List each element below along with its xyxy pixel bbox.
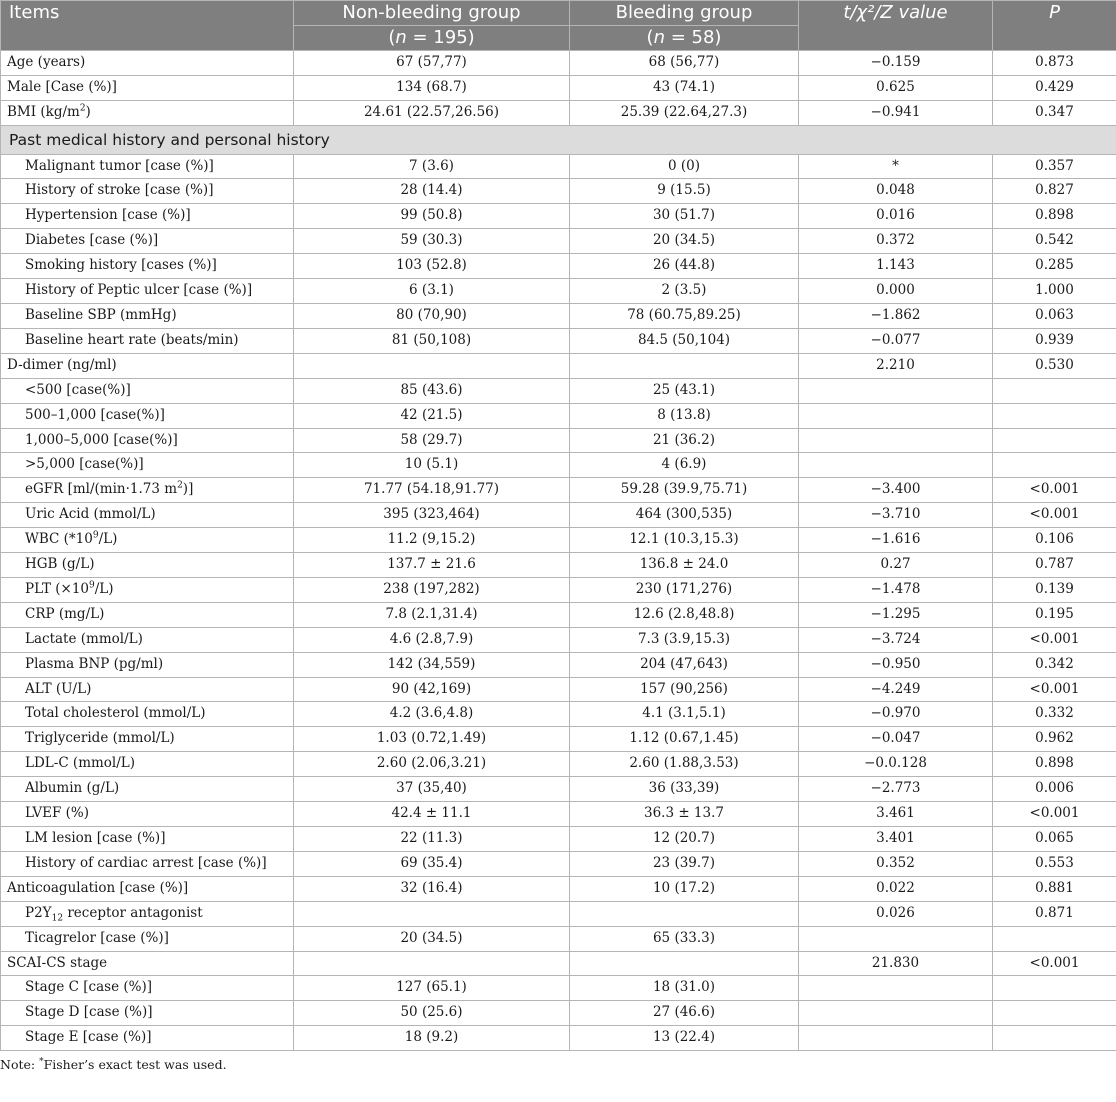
item-text: /L) xyxy=(94,580,114,597)
cell-item: LVEF (%) xyxy=(1,802,294,827)
cell-p: 0.898 xyxy=(993,204,1116,229)
n-symbol: n xyxy=(653,26,665,48)
header-non-bleeding: Non-bleeding group xyxy=(294,1,570,26)
cell-item: History of Peptic ulcer [case (%)] xyxy=(1,279,294,304)
cell-stat xyxy=(799,403,993,428)
cell-p: 0.342 xyxy=(993,652,1116,677)
cell-p: 0.195 xyxy=(993,602,1116,627)
cell-non-bleeding xyxy=(294,353,570,378)
cell-non-bleeding: 28 (14.4) xyxy=(294,179,570,204)
cell-p xyxy=(993,976,1116,1001)
header-bleeding: Bleeding group xyxy=(570,1,799,26)
cell-p: 0.429 xyxy=(993,75,1116,100)
cell-item: History of cardiac arrest [case (%)] xyxy=(1,851,294,876)
cell-non-bleeding: 42.4 ± 11.1 xyxy=(294,802,570,827)
cell-stat: 1.143 xyxy=(799,254,993,279)
cell-bleeding: 4 (6.9) xyxy=(570,453,799,478)
cell-stat: 0.026 xyxy=(799,901,993,926)
cell-p xyxy=(993,1001,1116,1026)
cell-bleeding: 230 (171,276) xyxy=(570,577,799,602)
cell-p: 0.871 xyxy=(993,901,1116,926)
cell-p: 0.962 xyxy=(993,727,1116,752)
cell-stat: −1.616 xyxy=(799,528,993,553)
cell-non-bleeding: 59 (30.3) xyxy=(294,229,570,254)
note-prefix: Note: xyxy=(0,1057,40,1073)
cell-stat: 3.461 xyxy=(799,802,993,827)
table-row xyxy=(1,627,1116,652)
cell-bleeding: 26 (44.8) xyxy=(570,254,799,279)
cell-stat: −1.862 xyxy=(799,303,993,328)
cell-stat: −0.047 xyxy=(799,727,993,752)
cell-p: <0.001 xyxy=(993,503,1116,528)
cell-item: Lactate (mmol/L) xyxy=(1,627,294,652)
cell-p: 0.827 xyxy=(993,179,1116,204)
cell-non-bleeding: 142 (34,559) xyxy=(294,652,570,677)
cell-bleeding: 36 (33,39) xyxy=(570,777,799,802)
table-row xyxy=(1,777,1116,802)
cell-p: 0.881 xyxy=(993,876,1116,901)
cell-non-bleeding: 7.8 (2.1,31.4) xyxy=(294,602,570,627)
cell-non-bleeding: 11.2 (9,15.2) xyxy=(294,528,570,553)
cell-item xyxy=(1,528,294,553)
cell-item: Plasma BNP (pg/ml) xyxy=(1,652,294,677)
table-row xyxy=(1,702,1116,727)
cell-p xyxy=(993,428,1116,453)
table-row xyxy=(1,453,1116,478)
cell-non-bleeding xyxy=(294,901,570,926)
item-text: PLT (×10 xyxy=(25,580,89,597)
n-symbol: n xyxy=(395,26,407,48)
cell-item: SCAI-CS stage xyxy=(1,951,294,976)
cell-stat: −3.710 xyxy=(799,503,993,528)
item-superscript: 9 xyxy=(92,530,99,541)
header-stat: t/χ²/Z value xyxy=(799,1,993,51)
cell-item: Anticoagulation [case (%)] xyxy=(1,876,294,901)
cell-stat: 0.048 xyxy=(799,179,993,204)
cell-stat: 0.352 xyxy=(799,851,993,876)
table-row xyxy=(1,727,1116,752)
cell-p: <0.001 xyxy=(993,677,1116,702)
cell-p: 0.873 xyxy=(993,50,1116,75)
cell-bleeding: 68 (56,77) xyxy=(570,50,799,75)
table-row xyxy=(1,528,1116,553)
cell-item: D-dimer (ng/ml) xyxy=(1,353,294,378)
header-items: Items xyxy=(1,1,294,51)
table-row xyxy=(1,50,1116,75)
table-row xyxy=(1,279,1116,304)
cell-bleeding: 10 (17.2) xyxy=(570,876,799,901)
cell-p: <0.001 xyxy=(993,802,1116,827)
item-text: )] xyxy=(182,481,194,498)
cell-bleeding: 20 (34.5) xyxy=(570,229,799,254)
cell-item: Baseline SBP (mmHg) xyxy=(1,303,294,328)
cell-stat xyxy=(799,1001,993,1026)
cell-item: Smoking history [cases (%)] xyxy=(1,254,294,279)
cell-item: Diabetes [case (%)] xyxy=(1,229,294,254)
cell-non-bleeding: 127 (65.1) xyxy=(294,976,570,1001)
table-row xyxy=(1,1026,1116,1051)
table-body xyxy=(1,50,1116,1050)
cell-p: 0.106 xyxy=(993,528,1116,553)
table-row xyxy=(1,75,1116,100)
cell-non-bleeding: 32 (16.4) xyxy=(294,876,570,901)
cell-item: Albumin (g/L) xyxy=(1,777,294,802)
cell-non-bleeding: 4.6 (2.8,7.9) xyxy=(294,627,570,652)
item-text: ) xyxy=(85,103,91,120)
cell-item: History of stroke [case (%)] xyxy=(1,179,294,204)
cell-non-bleeding: 58 (29.7) xyxy=(294,428,570,453)
cell-bleeding: 18 (31.0) xyxy=(570,976,799,1001)
cell-bleeding xyxy=(570,901,799,926)
cell-stat: −3.400 xyxy=(799,478,993,503)
cell-p xyxy=(993,926,1116,951)
cell-item xyxy=(1,901,294,926)
cell-p: 0.530 xyxy=(993,353,1116,378)
table-row xyxy=(1,328,1116,353)
cell-item: Male [Case (%)] xyxy=(1,75,294,100)
section-title: Past medical history and personal history xyxy=(1,125,1116,154)
cell-bleeding: 84.5 (50,104) xyxy=(570,328,799,353)
cell-item: >5,000 [case(%)] xyxy=(1,453,294,478)
cell-non-bleeding: 238 (197,282) xyxy=(294,577,570,602)
cell-item: Baseline heart rate (beats/min) xyxy=(1,328,294,353)
table-row xyxy=(1,204,1116,229)
table-row xyxy=(1,553,1116,578)
cell-item: Triglyceride (mmol/L) xyxy=(1,727,294,752)
table-row xyxy=(1,652,1116,677)
table-row xyxy=(1,428,1116,453)
cell-bleeding: 2 (3.5) xyxy=(570,279,799,304)
note-text: Fisher’s exact test was used. xyxy=(43,1057,227,1073)
item-superscript: 2 xyxy=(177,480,183,491)
table-note xyxy=(0,1051,1116,1072)
cell-bleeding: 1.12 (0.67,1.45) xyxy=(570,727,799,752)
cell-non-bleeding: 103 (52.8) xyxy=(294,254,570,279)
cell-p xyxy=(993,1026,1116,1051)
cell-stat: 3.401 xyxy=(799,827,993,852)
cell-non-bleeding: 22 (11.3) xyxy=(294,827,570,852)
cell-stat xyxy=(799,453,993,478)
cell-bleeding: 59.28 (39.9,75.71) xyxy=(570,478,799,503)
cell-stat: −0.159 xyxy=(799,50,993,75)
table-row xyxy=(1,403,1116,428)
cell-p xyxy=(993,403,1116,428)
table-row xyxy=(1,926,1116,951)
cell-p: <0.001 xyxy=(993,478,1116,503)
table-row xyxy=(1,827,1116,852)
cell-stat: 0.625 xyxy=(799,75,993,100)
cell-bleeding: 12.6 (2.8,48.8) xyxy=(570,602,799,627)
header-p: P xyxy=(993,1,1116,51)
cell-non-bleeding: 134 (68.7) xyxy=(294,75,570,100)
cell-stat: −0.950 xyxy=(799,652,993,677)
cell-non-bleeding: 2.60 (2.06,3.21) xyxy=(294,752,570,777)
cell-bleeding: 9 (15.5) xyxy=(570,179,799,204)
cell-bleeding: 25 (43.1) xyxy=(570,378,799,403)
cell-stat: −4.249 xyxy=(799,677,993,702)
table-row xyxy=(1,254,1116,279)
cell-p: 0.285 xyxy=(993,254,1116,279)
cell-p: <0.001 xyxy=(993,627,1116,652)
table-row xyxy=(1,951,1116,976)
cell-item: CRP (mg/L) xyxy=(1,602,294,627)
cell-stat: −0.0.128 xyxy=(799,752,993,777)
cell-non-bleeding: 10 (5.1) xyxy=(294,453,570,478)
item-text: BMI (kg/m xyxy=(7,103,80,120)
cell-non-bleeding: 69 (35.4) xyxy=(294,851,570,876)
cell-non-bleeding: 85 (43.6) xyxy=(294,378,570,403)
cell-non-bleeding: 7 (3.6) xyxy=(294,154,570,179)
cell-item: LM lesion [case (%)] xyxy=(1,827,294,852)
cell-stat: −3.724 xyxy=(799,627,993,652)
section-row xyxy=(1,125,1116,154)
table-row xyxy=(1,876,1116,901)
cell-stat xyxy=(799,976,993,1001)
cell-p: 0.063 xyxy=(993,303,1116,328)
table-row xyxy=(1,478,1116,503)
cell-stat: 0.000 xyxy=(799,279,993,304)
cell-item: Age (years) xyxy=(1,50,294,75)
table-row xyxy=(1,602,1116,627)
cell-p xyxy=(993,378,1116,403)
cell-stat xyxy=(799,926,993,951)
cell-bleeding: 36.3 ± 13.7 xyxy=(570,802,799,827)
table-row xyxy=(1,677,1116,702)
cell-item: Ticagrelor [case (%)] xyxy=(1,926,294,951)
cell-p: 0.542 xyxy=(993,229,1116,254)
cell-bleeding: 30 (51.7) xyxy=(570,204,799,229)
cell-item: 500–1,000 [case(%)] xyxy=(1,403,294,428)
cell-stat: * xyxy=(799,154,993,179)
cell-non-bleeding: 42 (21.5) xyxy=(294,403,570,428)
cell-bleeding: 27 (46.6) xyxy=(570,1001,799,1026)
table-row xyxy=(1,179,1116,204)
table-row xyxy=(1,752,1116,777)
cell-non-bleeding xyxy=(294,951,570,976)
cell-stat: 0.27 xyxy=(799,553,993,578)
table-row xyxy=(1,229,1116,254)
cell-p: 0.332 xyxy=(993,702,1116,727)
cell-p: 0.065 xyxy=(993,827,1116,852)
cell-non-bleeding: 4.2 (3.6,4.8) xyxy=(294,702,570,727)
cell-bleeding: 0 (0) xyxy=(570,154,799,179)
cell-bleeding: 157 (90,256) xyxy=(570,677,799,702)
cell-bleeding: 12 (20.7) xyxy=(570,827,799,852)
item-superscript: 9 xyxy=(89,580,95,591)
table-header xyxy=(1,1,1116,51)
cell-stat: 0.016 xyxy=(799,204,993,229)
cell-non-bleeding: 24.61 (22.57,26.56) xyxy=(294,100,570,125)
table-row xyxy=(1,577,1116,602)
cell-bleeding xyxy=(570,951,799,976)
cell-p: <0.001 xyxy=(993,951,1116,976)
cell-non-bleeding: 80 (70,90) xyxy=(294,303,570,328)
table-row xyxy=(1,976,1116,1001)
non-bleeding-n-value: 195 xyxy=(433,26,468,48)
cell-item xyxy=(1,100,294,125)
cell-bleeding: 13 (22.4) xyxy=(570,1026,799,1051)
cell-bleeding: 136.8 ± 24.0 xyxy=(570,553,799,578)
cell-stat: −0.941 xyxy=(799,100,993,125)
cell-non-bleeding: 1.03 (0.72,1.49) xyxy=(294,727,570,752)
cell-p: 0.939 xyxy=(993,328,1116,353)
cell-non-bleeding: 18 (9.2) xyxy=(294,1026,570,1051)
cell-bleeding: 8 (13.8) xyxy=(570,403,799,428)
cell-bleeding: 43 (74.1) xyxy=(570,75,799,100)
cell-p: 0.006 xyxy=(993,777,1116,802)
item-subscript: 12 xyxy=(51,913,64,924)
cell-p: 1.000 xyxy=(993,279,1116,304)
cell-stat: 0.372 xyxy=(799,229,993,254)
cell-item: HGB (g/L) xyxy=(1,553,294,578)
cell-non-bleeding: 20 (34.5) xyxy=(294,926,570,951)
note-mark: * xyxy=(39,1057,44,1068)
table-row xyxy=(1,802,1116,827)
cell-p: 0.139 xyxy=(993,577,1116,602)
item-text: receptor antagonist xyxy=(63,904,203,921)
cell-bleeding: 65 (33.3) xyxy=(570,926,799,951)
item-superscript: 2 xyxy=(79,103,86,114)
cell-non-bleeding: 71.77 (54.18,91.77) xyxy=(294,478,570,503)
cell-bleeding: 23 (39.7) xyxy=(570,851,799,876)
cell-item: LDL-C (mmol/L) xyxy=(1,752,294,777)
table-row xyxy=(1,851,1116,876)
cell-p xyxy=(993,453,1116,478)
item-text: P2Y xyxy=(25,904,52,921)
cell-non-bleeding: 37 (35,40) xyxy=(294,777,570,802)
header-bleeding-n: (n = 58) xyxy=(570,25,799,50)
cell-stat: −1.478 xyxy=(799,577,993,602)
cell-p: 0.787 xyxy=(993,553,1116,578)
cell-bleeding xyxy=(570,353,799,378)
cell-stat: −2.773 xyxy=(799,777,993,802)
table-row xyxy=(1,154,1116,179)
cell-stat: −0.970 xyxy=(799,702,993,727)
cell-stat: 0.022 xyxy=(799,876,993,901)
cell-bleeding: 204 (47,643) xyxy=(570,652,799,677)
cell-bleeding: 7.3 (3.9,15.3) xyxy=(570,627,799,652)
item-text: eGFR [ml/(min·1.73 m xyxy=(25,481,178,498)
table-row xyxy=(1,378,1116,403)
cell-bleeding: 464 (300,535) xyxy=(570,503,799,528)
cell-item xyxy=(1,577,294,602)
cell-bleeding: 4.1 (3.1,5.1) xyxy=(570,702,799,727)
cell-bleeding: 12.1 (10.3,15.3) xyxy=(570,528,799,553)
cell-stat xyxy=(799,428,993,453)
cell-item: ALT (U/L) xyxy=(1,677,294,702)
item-text: WBC (*10 xyxy=(25,531,93,548)
table-row xyxy=(1,303,1116,328)
cell-item: Uric Acid (mmol/L) xyxy=(1,503,294,528)
cell-p: 0.553 xyxy=(993,851,1116,876)
cell-item xyxy=(1,478,294,503)
cell-non-bleeding: 90 (42,169) xyxy=(294,677,570,702)
cell-item: Malignant tumor [case (%)] xyxy=(1,154,294,179)
cell-stat: 21.830 xyxy=(799,951,993,976)
item-text: /L) xyxy=(98,531,118,548)
cell-stat: −1.295 xyxy=(799,602,993,627)
cell-item: Total cholesterol (mmol/L) xyxy=(1,702,294,727)
cell-item: Hypertension [case (%)] xyxy=(1,204,294,229)
cell-non-bleeding: 395 (323,464) xyxy=(294,503,570,528)
cell-non-bleeding: 50 (25.6) xyxy=(294,1001,570,1026)
bleeding-n-value: 58 xyxy=(691,26,715,48)
cell-non-bleeding: 81 (50,108) xyxy=(294,328,570,353)
cell-bleeding: 25.39 (22.64,27.3) xyxy=(570,100,799,125)
cell-stat: 2.210 xyxy=(799,353,993,378)
cell-p: 0.357 xyxy=(993,154,1116,179)
cell-bleeding: 2.60 (1.88,3.53) xyxy=(570,752,799,777)
cell-non-bleeding: 99 (50.8) xyxy=(294,204,570,229)
cell-item: Stage C [case (%)] xyxy=(1,976,294,1001)
cell-stat xyxy=(799,378,993,403)
cell-bleeding: 78 (60.75,89.25) xyxy=(570,303,799,328)
cell-non-bleeding: 67 (57,77) xyxy=(294,50,570,75)
cell-stat xyxy=(799,1026,993,1051)
cell-bleeding: 21 (36.2) xyxy=(570,428,799,453)
cell-item: <500 [case(%)] xyxy=(1,378,294,403)
header-non-bleeding-n: (n = 195) xyxy=(294,25,570,50)
table-row xyxy=(1,503,1116,528)
cell-p: 0.347 xyxy=(993,100,1116,125)
table-row xyxy=(1,1001,1116,1026)
cell-non-bleeding: 137.7 ± 21.6 xyxy=(294,553,570,578)
table-row xyxy=(1,901,1116,926)
cell-item: 1,000–5,000 [case(%)] xyxy=(1,428,294,453)
cell-item: Stage E [case (%)] xyxy=(1,1026,294,1051)
cell-stat: −0.077 xyxy=(799,328,993,353)
cell-p: 0.898 xyxy=(993,752,1116,777)
table-row xyxy=(1,353,1116,378)
cell-item: Stage D [case (%)] xyxy=(1,1001,294,1026)
cell-non-bleeding: 6 (3.1) xyxy=(294,279,570,304)
table-row xyxy=(1,100,1116,125)
